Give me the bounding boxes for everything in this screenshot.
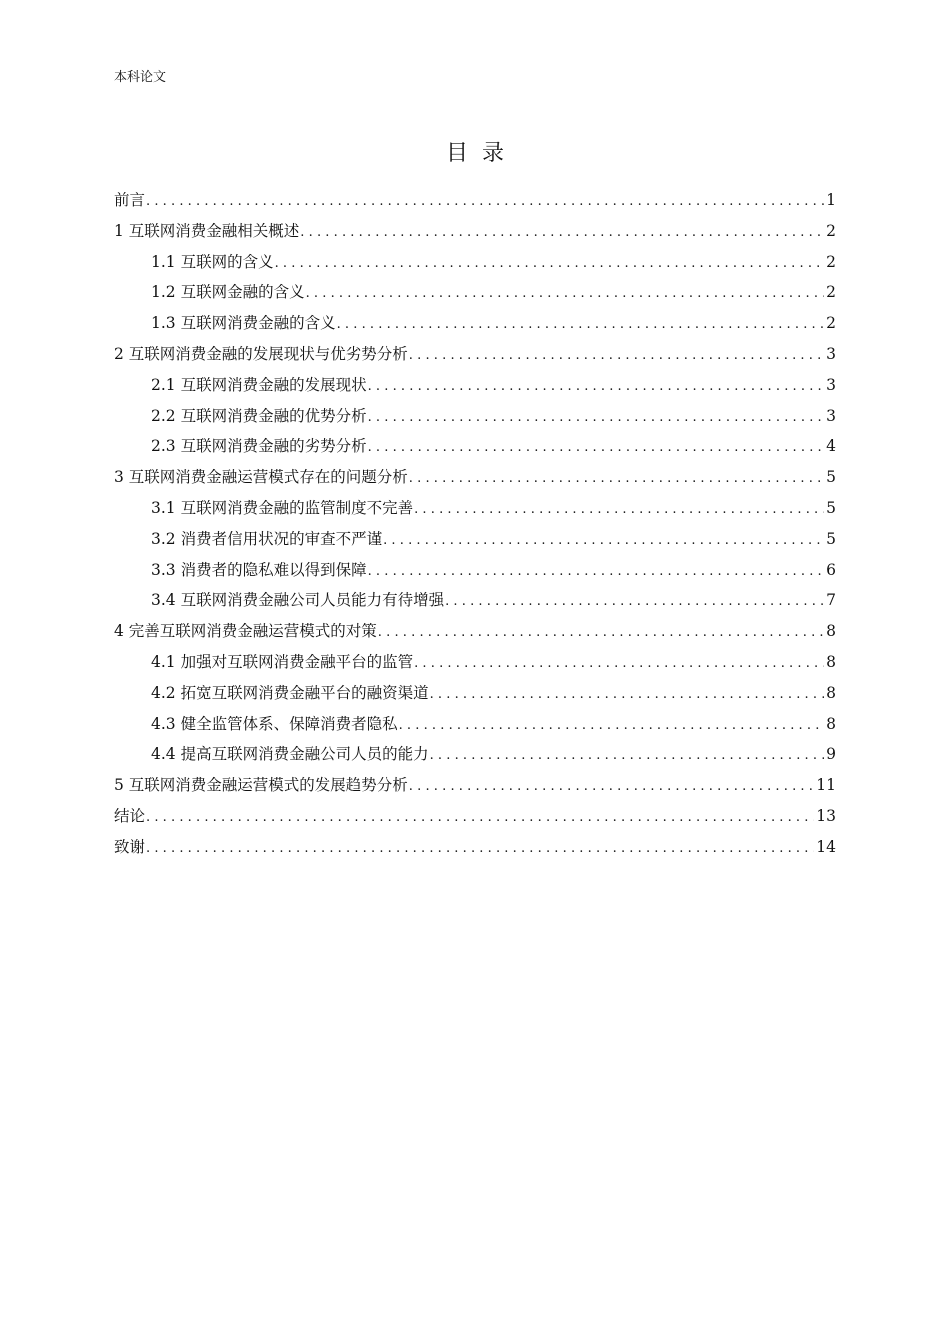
toc-entry[interactable] [114, 216, 836, 247]
toc-dot-leader [368, 557, 825, 586]
toc-dot-leader [414, 649, 824, 678]
toc-dot-leader [275, 249, 825, 278]
toc-dot-leader [409, 341, 824, 370]
toc-dot-leader [368, 403, 825, 432]
toc-entry[interactable] [114, 308, 836, 339]
toc-dot-leader [306, 279, 825, 308]
toc-entry-page: 1 [826, 191, 836, 209]
toc-entry-title: 前言 [114, 191, 146, 209]
toc-entry[interactable] [114, 493, 836, 524]
toc-entry-page: 3 [826, 375, 836, 394]
toc-entry[interactable] [114, 555, 836, 586]
toc-entry-title: 1.1 互联网的含义 [151, 252, 274, 271]
toc-entry-title: 3.4 互联网消费金融公司人员能力有待增强 [151, 591, 445, 610]
toc-dot-leader [409, 464, 824, 493]
toc-entry-title: 2.1 互联网消费金融的发展现状 [151, 375, 367, 394]
toc-dot-leader [368, 372, 825, 401]
toc-entry-title: 1 互联网消费金融相关概述 [114, 221, 300, 240]
toc-entry[interactable] [114, 616, 836, 647]
toc-entry[interactable] [114, 339, 836, 370]
toc-entry-title: 2.2 互联网消费金融的优势分析 [151, 406, 367, 425]
toc-entry-title: 4.4 提高互联网消费金融公司人员的能力 [151, 745, 429, 764]
toc-entry-page: 3 [826, 406, 836, 425]
toc-entry-page: 6 [826, 560, 836, 579]
toc-entry-page: 8 [826, 652, 836, 671]
toc-entry-title: 4.2 拓宽互联网消费金融平台的融资渠道 [151, 683, 429, 702]
toc-entry[interactable] [114, 801, 836, 832]
toc-entry[interactable] [114, 678, 836, 709]
toc-dot-leader [445, 587, 824, 616]
toc-entry[interactable] [114, 647, 836, 678]
toc-entry-page: 8 [826, 622, 836, 641]
toc-entry-page: 2 [826, 221, 836, 240]
toc-entry[interactable] [114, 770, 836, 801]
toc-entry-page: 2 [826, 252, 836, 271]
toc-dot-leader [146, 187, 824, 216]
toc-entry-title: 3.3 消费者的隐私难以得到保障 [151, 560, 367, 579]
toc-entry[interactable] [114, 277, 836, 308]
toc-dot-leader [368, 433, 825, 462]
toc-entry-page: 8 [826, 683, 836, 702]
toc-entry-title: 2.3 互联网消费金融的劣势分析 [151, 437, 367, 456]
toc-entry-page: 13 [816, 806, 836, 825]
toc-entry[interactable] [114, 585, 836, 616]
toc-entry-title: 3.2 消费者信用状况的审查不严谨 [151, 529, 383, 548]
toc-entry-page: 5 [826, 529, 836, 548]
toc-entry-page: 14 [816, 837, 836, 856]
toc-entry-page: 3 [826, 344, 836, 363]
document-header-label: 本科论文 [114, 70, 167, 85]
toc-entry-page: 5 [826, 498, 836, 517]
toc-dot-leader [146, 834, 814, 863]
toc-entry[interactable] [114, 185, 836, 216]
toc-entry-title: 3.1 互联网消费金融的监管制度不完善 [151, 498, 414, 517]
toc-entry-page: 4 [826, 437, 836, 456]
toc-entry-page: 2 [826, 283, 836, 302]
toc-entry-page: 11 [816, 776, 836, 795]
toc-dot-leader [146, 803, 814, 832]
toc-entry-title: 2 互联网消费金融的发展现状与优劣势分析 [114, 344, 408, 363]
toc-entry-title: 致谢 [114, 837, 146, 856]
toc-entry-title: 5 互联网消费金融运营模式的发展趋势分析 [114, 776, 408, 795]
toc-dot-leader [414, 495, 824, 524]
toc-dot-leader [430, 680, 825, 709]
toc-entry[interactable] [114, 709, 836, 740]
toc-entry[interactable] [114, 739, 836, 770]
toc-title: 目 录 [446, 141, 504, 166]
toc-entry-page: 5 [826, 468, 836, 487]
toc-entry-title: 4 完善互联网消费金融运营模式的对策 [114, 622, 377, 641]
toc-entry-page: 8 [826, 714, 836, 733]
toc-entry-page: 2 [826, 314, 836, 333]
toc-entry[interactable] [114, 462, 836, 493]
toc-entry[interactable] [114, 247, 836, 278]
toc-dot-leader [378, 618, 824, 647]
toc-dot-leader [383, 526, 824, 555]
table-of-contents [114, 185, 836, 863]
toc-entry-title: 1.2 互联网金融的含义 [151, 283, 305, 302]
toc-entry[interactable] [114, 431, 836, 462]
toc-entry[interactable] [114, 832, 836, 863]
toc-dot-leader [430, 741, 825, 770]
toc-dot-leader [337, 310, 825, 339]
toc-entry-title: 4.3 健全监管体系、保障消费者隐私 [151, 714, 398, 733]
toc-entry[interactable] [114, 370, 836, 401]
toc-entry-title: 结论 [114, 806, 146, 825]
toc-entry-page: 9 [826, 745, 836, 764]
toc-entry-title: 4.1 加强对互联网消费金融平台的监管 [151, 652, 414, 671]
toc-dot-leader [409, 772, 814, 801]
toc-entry-title: 3 互联网消费金融运营模式存在的问题分析 [114, 468, 408, 487]
toc-dot-leader [399, 711, 825, 740]
toc-entry[interactable] [114, 401, 836, 432]
toc-entry-title: 1.3 互联网消费金融的含义 [151, 314, 336, 333]
toc-entry-page: 7 [826, 591, 836, 610]
toc-dot-leader [300, 218, 824, 247]
toc-entry[interactable] [114, 524, 836, 555]
